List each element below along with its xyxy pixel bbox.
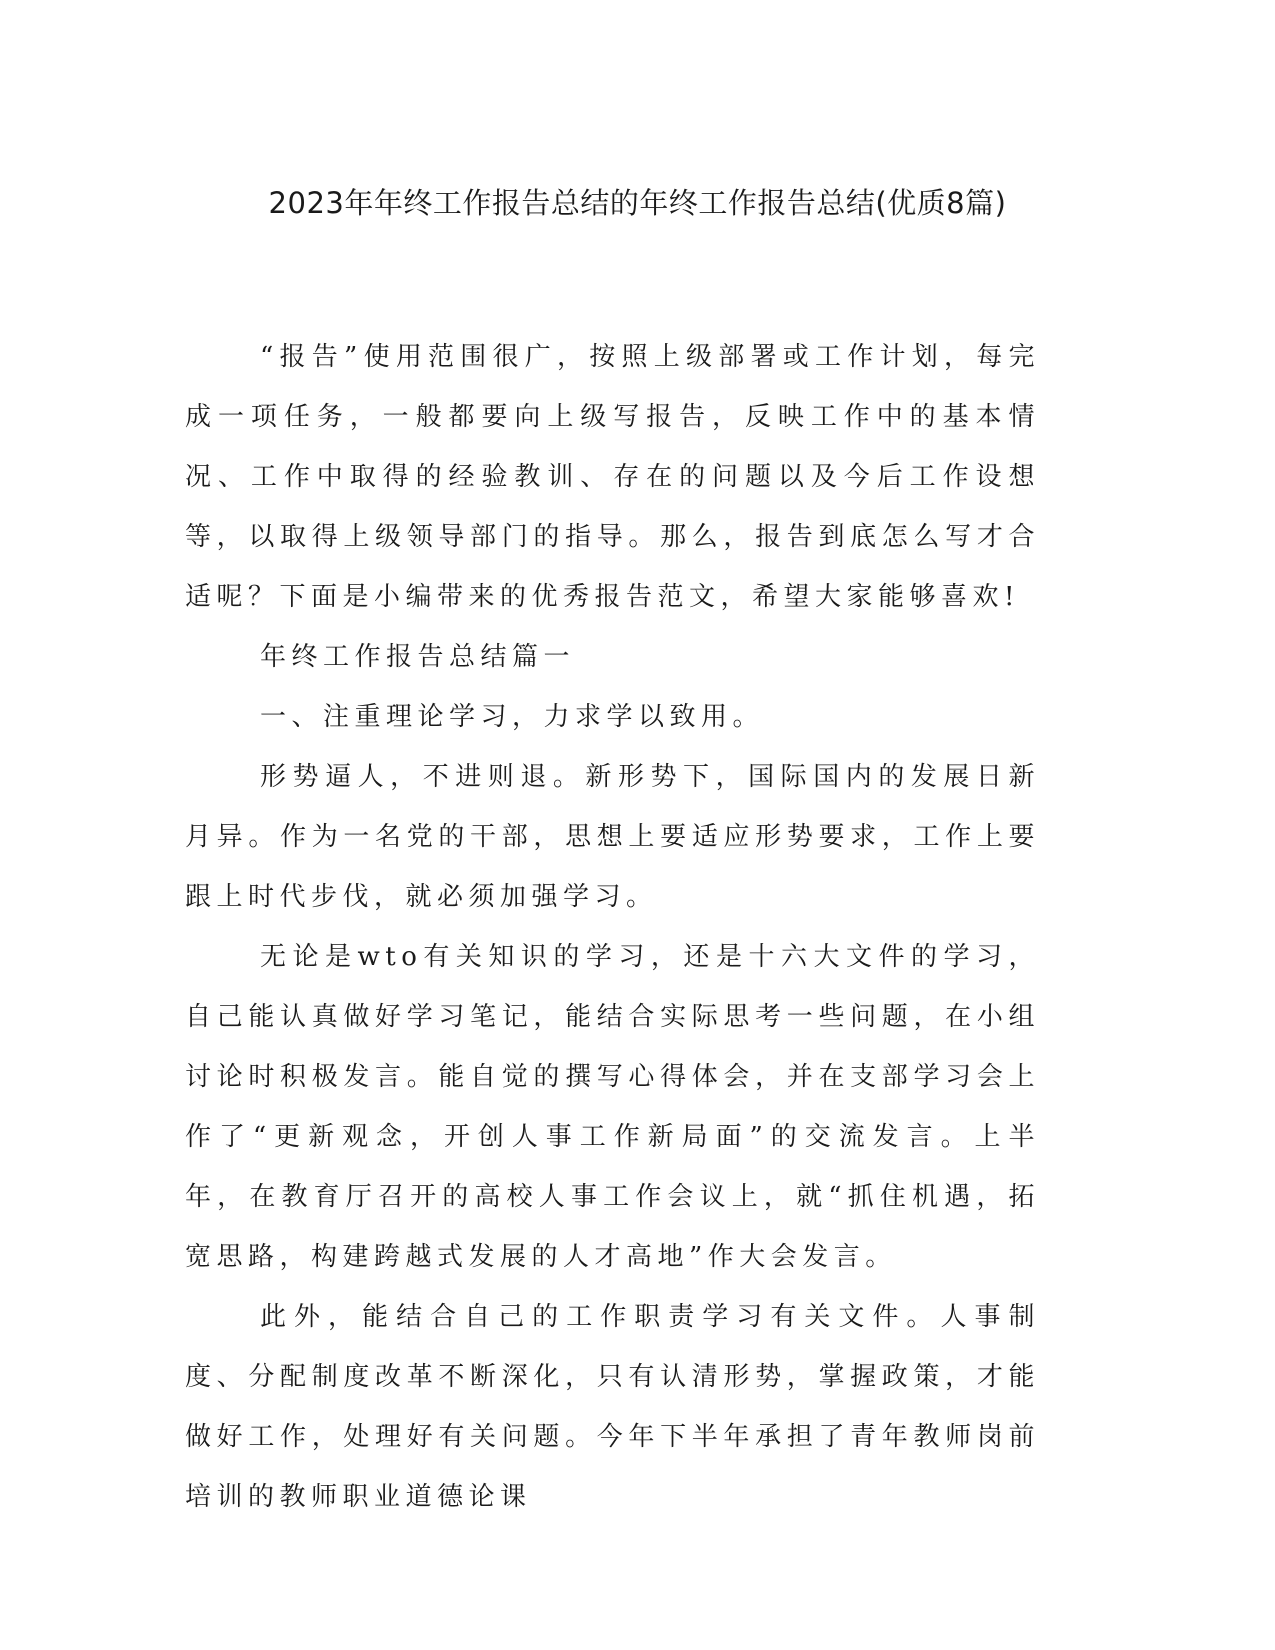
body-paragraph: 无论是wto有关知识的学习，还是十六大文件的学习，自己能认真做好学习笔记，能结合实际思考一些问题，在小组讨论时积极发言。能自觉的撰写心得体会，并在支部学习会上作了“更新观念，开创人事工作新局面”的交流发言。上半年，在教育厅召开的高校人事工作会议上，就“抓住机遇，拓宽思路，构建跨越式发展的人才高地”作大会发言。 bbox=[185, 942, 1040, 1272]
body-paragraph: 形势逼人，不进则退。新形势下，国际国内的发展日新月异。作为一名党的干部，思想上要适应形势要求，工作上要跟上时代步伐，就必须加强学习。 bbox=[185, 762, 1040, 912]
body-paragraph: 此外，能结合自己的工作职责学习有关文件。人事制度、分配制度改革不断深化，只有认清形势，掌握政策，才能做好工作，处理好有关问题。今年下半年承担了青年教师岗前培训的教师职业道德论课 bbox=[185, 1302, 1040, 1512]
document-title: 2023年年终工作报告总结的年终工作报告总结(优质8篇) bbox=[268, 186, 1007, 220]
document-body bbox=[185, 327, 1040, 1527]
subsection-heading: 一、注重理论学习，力求学以致用。 bbox=[260, 702, 765, 732]
intro-paragraph: “报告”使用范围很广，按照上级部署或工作计划，每完成一项任务，一般都要向上级写报告，反映工作中的基本情况、工作中取得的经验教训、存在的问题以及今后工作设想等，以取得上级领导部门的指导。那么，报告到底怎么写才合适呢？下面是小编带来的优秀报告范文，希望大家能够喜欢! bbox=[185, 342, 1040, 612]
section-heading: 年终工作报告总结篇一 bbox=[260, 642, 576, 672]
